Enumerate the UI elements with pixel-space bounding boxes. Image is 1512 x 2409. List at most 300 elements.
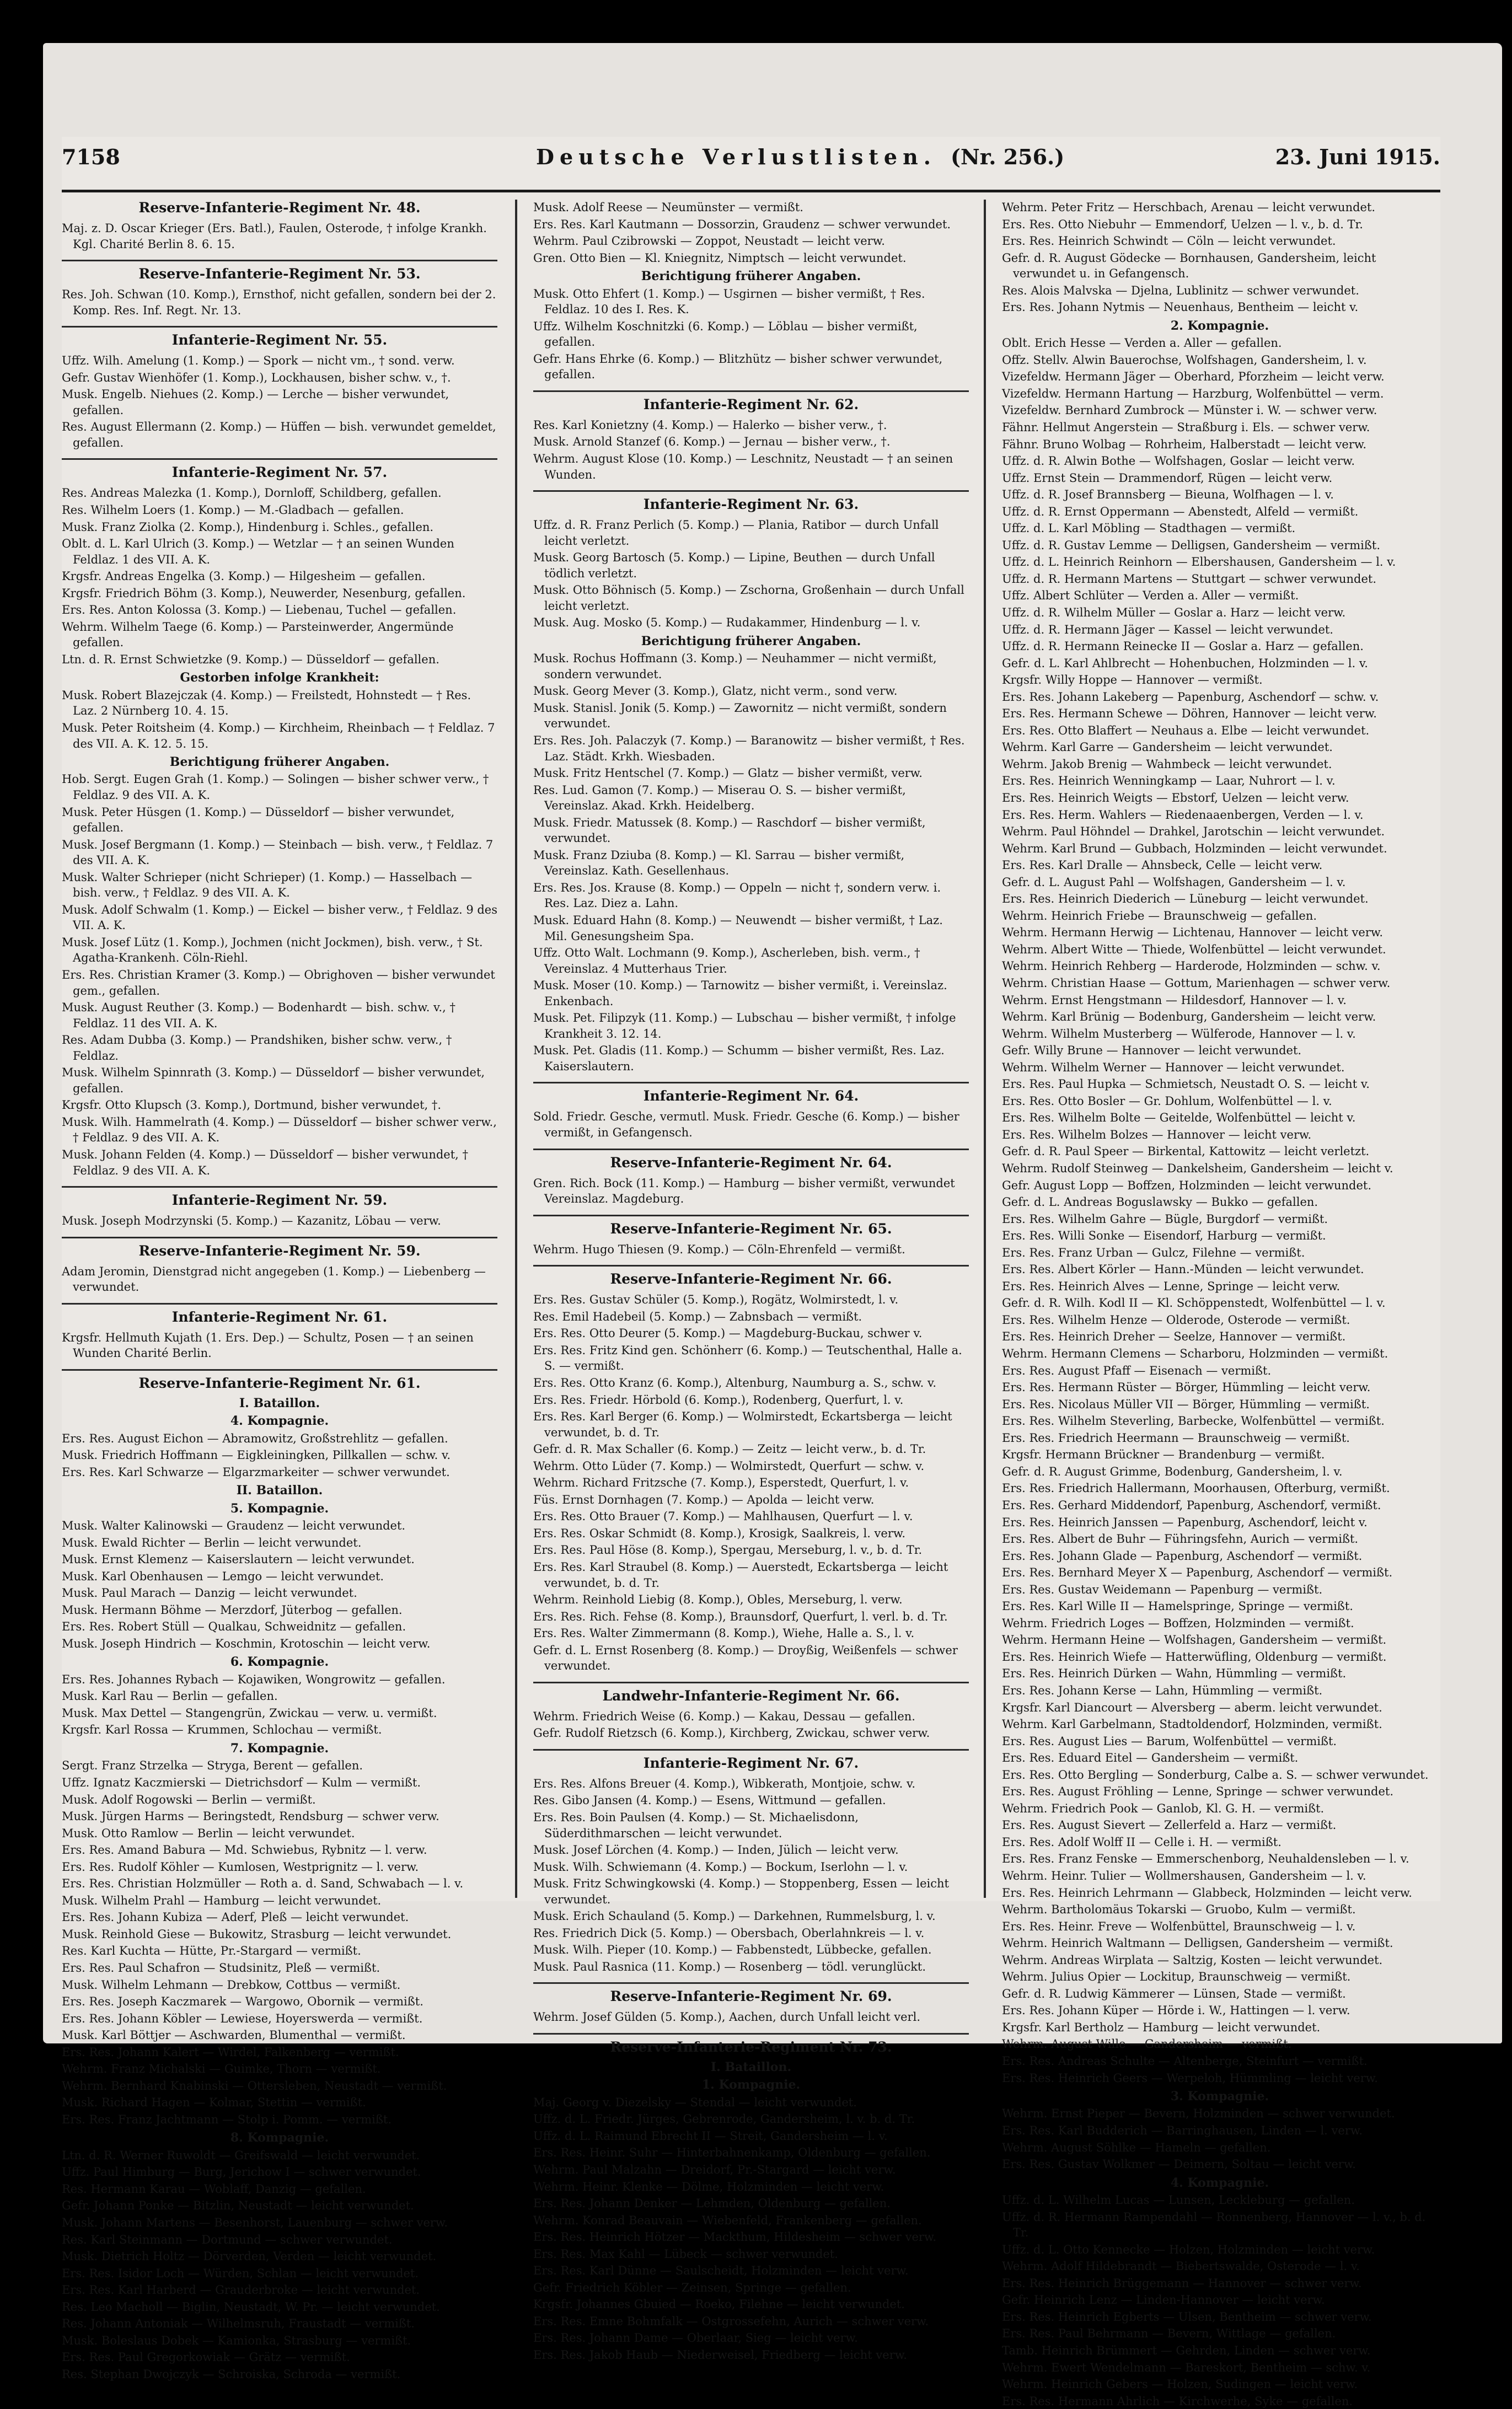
- casualty-entry: Res. Joh. Schwan (10. Komp.), Ernsthof, nicht gefallen, sondern bei der 2. Komp. Res. Inf. Regt. Nr. 13.: [62, 288, 496, 317]
- casualty-entry: Ers. Res. Johann Kerse — Lahn, Hümmling — vermißt.: [1002, 1683, 1323, 1697]
- casualty-entry: Musk. Arnold Stanzef (6. Komp.) — Jernau — bisher verw., †.: [533, 435, 891, 449]
- regiment-heading: Reserve-Infanterie-Regiment Nr. 61.: [62, 1369, 497, 1392]
- casualty-entry: Ers. Res. Christian Holzmüller — Roth a. d. Sand, Schwabach — l. v.: [62, 1877, 464, 1891]
- casualty-entry: Ers. Res. Johann Dame — Oberlaar, Sieg — leicht verw.: [533, 2331, 858, 2345]
- casualty-entry: Res. August Ellermann (2. Komp.) — Hüffen — bish. verwundet gemeldet, gefallen.: [62, 420, 496, 449]
- casualty-entry: Musk. Paul Marach — Danzig — leicht verwundet.: [62, 1586, 357, 1600]
- casualty-entry: Ers. Res. Karl Budderich — Barringhausen, Linden — l. verw.: [1002, 2124, 1363, 2138]
- casualty-entry: Ers. Res. Bernhard Meyer X — Papenburg, Aschendorf — vermißt.: [1002, 1566, 1393, 1580]
- casualty-entry: Musk. Max Dettel — Stangengrün, Zwickau — verw. u. vermißt.: [62, 1706, 437, 1720]
- casualty-entry: Wehrm. Ewert Wendelmann — Bareskort, Bentheim — schw. v.: [1002, 2360, 1371, 2374]
- casualty-entry: Musk. Otto Ramlow — Berlin — leicht verwundet.: [62, 1826, 355, 1840]
- casualty-entry: Gefr. d. L. August Pahl — Wolfshagen, Gandersheim — l. v.: [1002, 875, 1346, 889]
- casualty-entry: Wehrm. Adolf Hildebrandt — Biebertswalde, Osterode — l. v.: [1002, 2260, 1360, 2273]
- casualty-entry: Gefr. Heinrich Lenz — Linden-Hannover — leicht verw.: [1002, 2293, 1325, 2307]
- casualty-entry: Ers. Res. Herm. Wahlers — Riedenaaenbergen, Verden — l. v.: [1002, 808, 1364, 822]
- casualty-entry: Musk. Dietrich Holtz — Dörverden, Verden — leicht verwundet.: [62, 2250, 437, 2263]
- casualty-entry: Musk. Wilh. Pieper (10. Komp.) — Fabbenstedt, Lübbecke, gefallen.: [533, 1943, 932, 1957]
- casualty-entry: Ers. Res. Anton Kolossa (3. Komp.) — Liebenau, Tuchel — gefallen.: [62, 603, 457, 617]
- casualty-entry: Ers. Res. Otto Bergling — Sonderburg, Calbe a. S. — schwer verwundet.: [1002, 1768, 1429, 1782]
- casualty-entry: Krgsfr. Hellmuth Kujath (1. Ers. Dep.) — Schultz, Posen — † an seinen Wunden Charité Berlin.: [62, 1330, 474, 1360]
- casualty-entry: Uffz. d. R. Gustav Lemme — Delligsen, Gandersheim — vermißt.: [1002, 538, 1381, 552]
- casualty-entry: Wehrm. Friedrich Pook — Ganlob, Kl. G. H. — vermißt.: [1002, 1801, 1325, 1815]
- casualty-entry: Ers. Res. Walter Zimmermann (8. Komp.), Wiehe, Halle a. S., l. v.: [533, 1627, 915, 1640]
- casualty-entry: Ers. Res. Karl Dralle — Ahnsbeck, Celle — leicht verw.: [1002, 859, 1323, 872]
- regiment-heading: Infanterie-Regiment Nr. 57.: [62, 458, 497, 481]
- casualty-entry: Wehrm. Hermann Herwig — Lichtenau, Hannover — leicht verw.: [1002, 926, 1384, 940]
- casualty-entry: Musk. Stanisl. Jonik (5. Komp.) — Zawornitz — nicht vermißt, sondern verwundet.: [533, 701, 947, 731]
- casualty-entry: Musk. Ewald Richter — Berlin — leicht verwundet.: [62, 1536, 362, 1549]
- issue-number: (Nr. 256.): [951, 144, 1065, 169]
- casualty-entry: Uffz. d. L. Raimund Ebrecht II — Streit, Gandersheim — l. v.: [533, 2129, 888, 2143]
- casualty-entry: Ers. Res. Franz Urban — Gulcz, Filehne — vermißt.: [1002, 1246, 1305, 1259]
- regiment-heading: Reserve-Infanterie-Regiment Nr. 73.: [533, 2033, 969, 2056]
- casualty-entry: Wehrm. Christian Haase — Gottum, Marienhagen — schwer verw.: [1002, 977, 1391, 990]
- casualty-entry: Musk. Johann Martens — Besenhorst, Lauenburg — schwer verw.: [62, 2216, 448, 2230]
- casualty-entry: Gefr. d. L. Andreas Boguslawsky — Bukko — gefallen.: [1002, 1195, 1318, 1209]
- casualty-entry: Wehrm. Friedrich Weise (6. Komp.) — Kakau, Dessau — gefallen.: [533, 1709, 915, 1723]
- casualty-entry: Ers. Res. Heinrich Brüggemann — Hannover — schwer verw.: [1002, 2276, 1362, 2290]
- casualty-entry: Ers. Res. Adolf Wolff II — Celle i. H. — vermißt.: [1002, 1835, 1282, 1849]
- casualty-entry: Musk. Reinhold Giese — Bukowitz, Strasburg — leicht verwundet.: [62, 1927, 452, 1941]
- regiment-heading: Infanterie-Regiment Nr. 63.: [533, 490, 969, 513]
- section-subheading: 5. Kompagnie.: [230, 1501, 329, 1516]
- casualty-entry: Musk. Josef Lörchen (4. Komp.) — Inden, Jülich — leicht verw.: [533, 1843, 899, 1857]
- casualty-entry: Wehrm. Rudolf Steinweg — Dankelsheim, Gandersheim — leicht v.: [1002, 1162, 1393, 1176]
- regiment-heading: Landwehr-Infanterie-Regiment Nr. 66.: [533, 1682, 969, 1704]
- casualty-entry: Füs. Ernst Dornhagen (7. Komp.) — Apolda — leicht verw.: [533, 1493, 875, 1506]
- casualty-entry: Musk. Joseph Modrzynski (5. Komp.) — Kazanitz, Löbau — verw.: [62, 1214, 441, 1228]
- casualty-entry: Musk. Wilhelm Prahl — Hamburg — leicht verwundet.: [62, 1893, 382, 1907]
- casualty-entry: Ers. Res. Karl Straubel (8. Komp.) — Auerstedt, Eckartsberga — leicht verwundet, b. d. Tr.: [533, 1560, 948, 1590]
- casualty-entry: Musk. Franz Ziolka (2. Komp.), Hindenburg i. Schles., gefallen.: [62, 520, 434, 534]
- casualty-entry: Musk. Peter Roitsheim (4. Komp.) — Kirchheim, Rheinbach — † Feldlaz. 7 des VII. A. K. 12. 5. 15.: [62, 721, 495, 750]
- casualty-entry: Ers. Res. Heinrich Wiefe — Hatterwüfling, Oldenburg — vermißt.: [1002, 1650, 1387, 1664]
- casualty-entry: Ers. Res. Friedr. Hörbold (6. Komp.), Rodenberg, Querfurt, l. v.: [533, 1393, 904, 1407]
- casualty-entry: Uffz. Otto Walt. Lochmann (9. Komp.), Ascherleben, bish. verm., † Vereinslaz. 4 Mutterhaus Trier.: [533, 946, 920, 975]
- casualty-entry: Ers. Res. Jakob Haub — Niederweisel, Friedberg — leicht verw.: [533, 2348, 907, 2362]
- regiment-heading: Reserve-Infanterie-Regiment Nr. 59.: [62, 1237, 497, 1259]
- casualty-entry: Krgsfr. Hermann Brückner — Brandenburg — vermißt.: [1002, 1448, 1325, 1462]
- casualty-entry: Fähnr. Bruno Wolbag — Rohrheim, Halberstadt — leicht verw.: [1002, 437, 1367, 451]
- casualty-entry: Ers. Res. Heinrich Dreher — Seelze, Hannover — vermißt.: [1002, 1330, 1346, 1344]
- casualty-entry: Hob. Sergt. Eugen Grah (1. Komp.) — Solingen — bisher schwer verw., † Feldlaz. 9 des VII. A. K.: [62, 772, 489, 802]
- casualty-entry: Wehrm. Richard Fritzsche (7. Komp.), Esperstedt, Querfurt, l. v.: [533, 1476, 909, 1490]
- casualty-entry: Gefr. d. R. Max Schaller (6. Komp.) — Zeitz — leicht verw., b. d. Tr.: [533, 1442, 926, 1456]
- casualty-entry: Ers. Res. Gerhard Middendorf, Papenburg, Aschendorf, vermißt.: [1002, 1498, 1381, 1512]
- casualty-entry: Ers. Res. Johann Glade — Papenburg, Aschendorf — vermißt.: [1002, 1549, 1363, 1563]
- casualty-entry: Wehrm. Heinr. Tulier — Wollmershausen, Gandersheim — l. v.: [1002, 1869, 1366, 1882]
- casualty-entry: Ers. Res. Heinrich Alves — Lenne, Springe — leicht verw.: [1002, 1279, 1341, 1293]
- casualty-entry: Musk. Pet. Gladis (11. Komp.) — Schumm — bisher vermißt, Res. Laz. Kaiserslautern.: [533, 1044, 945, 1073]
- casualty-entry: Ers. Res. Johann Denker — Lehmden, Oldenburg — gefallen.: [533, 2197, 891, 2211]
- casualty-entry: Wehrm. Karl Garre — Gandersheim — leicht verwundet.: [1002, 741, 1333, 754]
- casualty-entry: Offz. Stellv. Alwin Bauerochse, Wolfshagen, Gandersheim, l. v.: [1002, 353, 1367, 367]
- column-1: [62, 200, 498, 2381]
- casualty-entry: Ers. Res. August Fröhling — Lenne, Springe — schwer verwundet.: [1002, 1785, 1393, 1799]
- casualty-entry: Krgsfr. Friedrich Böhm (3. Komp.), Neuwerder, Nesenburg, gefallen.: [62, 586, 466, 600]
- casualty-entry: Wehrm. Bernhard Knabinski — Ottersleben, Neustadt — vermißt.: [62, 2079, 447, 2093]
- casualty-entry: Musk. Wilhelm Lehmann — Drebkow, Cottbus — vermißt.: [62, 1978, 401, 1992]
- casualty-entry: Musk. Otto Ehfert (1. Komp.) — Usgirnen — bisher vermißt, † Res. Feldlaz. 10 des I. Res. K.: [533, 287, 925, 316]
- casualty-entry: Ers. Res. Wilhelm Gahre — Bügle, Burgdorf — vermißt.: [1002, 1212, 1328, 1226]
- regiment-heading: Reserve-Infanterie-Regiment Nr. 53.: [62, 260, 497, 282]
- casualty-entry: Musk. August Reuther (3. Komp.) — Bodenhardt — bish. schw. v., † Feldlaz. 11 des VII. A. K.: [62, 1001, 455, 1030]
- casualty-entry: Res. Friedrich Dick (5. Komp.) — Obersbach, Oberlahnkreis — l. v.: [533, 1926, 925, 1940]
- casualty-entry: Ers. Res. August Pfaff — Eisenach — vermißt.: [1002, 1364, 1272, 1377]
- casualty-entry: Ers. Res. Rudolf Köhler — Kumlosen, Westprignitz — l. verw.: [62, 1860, 419, 1874]
- casualty-entry: Uffz. Wilhelm Koschnitzki (6. Komp.) — Löblau — bisher vermißt, gefallen.: [533, 319, 918, 349]
- section-subheading: I. Bataillon.: [710, 2060, 792, 2074]
- casualty-entry: Vizefeldw. Hermann Jäger — Oberhard, Pforzheim — leicht verw.: [1002, 370, 1385, 384]
- casualty-entry: Wehrm. August Söhlke — Hameln — gefallen.: [1002, 2140, 1271, 2154]
- section-subheading: II. Bataillon.: [236, 1483, 323, 1498]
- casualty-entry: Ers. Res. Hermann Ahrlich — Kirchwerhe, Syke — gefallen.: [1002, 2394, 1353, 2408]
- casualty-entry: Gefr. d. L. Karl Ahlbrecht — Hohenbuchen, Holzminden — l. v.: [1002, 656, 1368, 670]
- casualty-entry: Wehrm. Reinhold Liebig (8. Komp.), Obles, Merseburg, l. verw.: [533, 1593, 903, 1607]
- regiment-heading: Reserve-Infanterie-Regiment Nr. 65.: [533, 1215, 969, 1237]
- casualty-entry: Gefr. Rudolf Rietzsch (6. Komp.), Kirchberg, Zwickau, schwer verw.: [533, 1726, 930, 1740]
- casualty-entry: Wehrm. Albert Witte — Thiede, Wolfenbüttel — leicht verwundet.: [1002, 942, 1386, 956]
- casualty-entry: Krgsfr. Johannes Gbuied — Roeko, Filehne — leicht verwundet.: [533, 2298, 905, 2311]
- casualty-entry: Ers. Res. Heinrich Dürken — Wahn, Hümmling — vermißt.: [1002, 1667, 1347, 1681]
- casualty-entry: Wehrm. Peter Fritz — Herschbach, Arenau — leicht verwundet.: [1002, 201, 1376, 214]
- casualty-entry: Musk. Josef Bergmann (1. Komp.) — Steinbach — bish. verw., † Feldlaz. 7 des VII. A. K.: [62, 838, 494, 867]
- page-number: 7158: [62, 144, 120, 169]
- casualty-entry: Musk. Boleslaus Dobek — Kamionka, Strasburg — vermißt.: [62, 2333, 411, 2347]
- section-subheading: Berichtigung früherer Angaben.: [169, 755, 390, 770]
- casualty-entry: Ltn. d. R. Ernst Schwietzke (9. Komp.) — Düsseldorf — gefallen.: [62, 652, 439, 666]
- casualty-entry: Res. Emil Hadebeil (5. Komp.) — Zabnsbach — vermißt.: [533, 1310, 862, 1323]
- casualty-entry: Uffz. d. R. Hermann Rampendahl — Ronnenberg, Hannover — l. v., b. d. Tr.: [1002, 2210, 1426, 2240]
- casualty-entry: Ers. Res. Jos. Krause (8. Komp.) — Oppeln — nicht †, sondern verw. i. Res. Laz. Diez a. Lahn.: [533, 881, 941, 910]
- casualty-list-page: [62, 137, 1440, 2408]
- casualty-entry: Uffz. d. R. Hermann Jäger — Kassel — leicht verwundet.: [1002, 623, 1333, 636]
- casualty-entry: Ers. Res. Emne Bohmfalk — Ostgrossefehn, Aurich — schwer verw.: [533, 2314, 929, 2328]
- casualty-entry: Ers. Res. Heinrich Diederich — Lüneburg — leicht verwundet.: [1002, 892, 1369, 906]
- casualty-entry: Uffz. d. L. Heinrich Reinhorn — Elbershausen, Gandersheim — l. v.: [1002, 555, 1396, 569]
- casualty-entry: Res. Adam Dubba (3. Komp.) — Prandshiken, bisher schw. verw., † Feldlaz.: [62, 1033, 452, 1063]
- casualty-entry: Gefr. Johann Ponke — Bitzlin, Neustadt — leicht verwundet.: [62, 2199, 414, 2213]
- casualty-entry: Ers. Res. Paul Behrmann — Bevern, Wittlage — gefallen.: [1002, 2327, 1336, 2341]
- casualty-entry: Ers. Res. August Sievert — Zellerfeld a. Harz — vermißt.: [1002, 1818, 1337, 1832]
- casualty-entry: Uffz. d. R. Alwin Bothe — Wolfshagen, Goslar — leicht verw.: [1002, 454, 1355, 468]
- casualty-entry: Uffz. d. L. Friedr. Jürges, Gebrenrode, Gandersheim, l. v. b. d. Tr.: [533, 2112, 915, 2126]
- casualty-entry: Wehrm. Hugo Thiesen (9. Komp.) — Cöln-Ehrenfeld — vermißt.: [533, 1242, 905, 1256]
- casualty-entry: Uffz. Wilh. Amelung (1. Komp.) — Spork — nicht vm., † sond. verw.: [62, 354, 455, 368]
- casualty-entry: Gren. Otto Bien — Kl. Kniegnitz, Nimptsch — leicht verwundet.: [533, 251, 907, 265]
- casualty-entry: Res. Leo Macholl — Biglin, Neustadt, W. Pr. — leicht verwundet.: [62, 2300, 440, 2314]
- casualty-entry: Uffz. d. R. Wilhelm Müller — Goslar a. Harz — leicht verw.: [1002, 605, 1346, 619]
- casualty-entry: Musk. Josef Lütz (1. Komp.), Jochmen (nicht Jockmen), bish. verw., † St. Agatha-Krankenh. Cöln-Riehl.: [62, 935, 483, 965]
- casualty-entry: Wehrm. Bartholomäus Tokarski — Gruobo, Kulm — vermißt.: [1002, 1903, 1356, 1917]
- casualty-entry: Wehrm. Paul Höhndel — Drahkel, Jarotschin — leicht verwundet.: [1002, 825, 1385, 839]
- casualty-entry: Gefr. d. R. Paul Speer — Birkental, Kattowitz — leicht verletzt.: [1002, 1145, 1370, 1158]
- casualty-entry: Gefr. Hans Ehrke (6. Komp.) — Blitzhütz — bisher schwer verwundet, gefallen.: [533, 352, 943, 382]
- page-header: [62, 137, 1440, 192]
- casualty-entry: Ers. Res. Andreas Schulte — Altenberge, Steinfurt — vermißt.: [1002, 2054, 1368, 2068]
- casualty-entry: Wehrm. Karl Brünig — Bodenburg, Gandersheim — leicht verw.: [1002, 1010, 1376, 1024]
- casualty-entry: Res. Alois Malvska — Djelna, Lublinitz — schwer verwundet.: [1002, 283, 1359, 297]
- casualty-entry: Ers. Res. Willi Sonke — Eisendorf, Harburg — vermißt.: [1002, 1229, 1326, 1243]
- casualty-entry: Res. Karl Konietzny (4. Komp.) — Halerko — bisher verw., †.: [533, 418, 887, 432]
- casualty-entry: Wehrm. Paul Czibrowski — Zoppot, Neustadt — leicht verw.: [533, 234, 885, 248]
- section-subheading: 3. Kompagnie.: [1170, 2089, 1269, 2104]
- casualty-entry: Ers. Res. Heinrich Hötzer — Mackthum, Hildesheim — schwer verw.: [533, 2230, 937, 2244]
- casualty-entry: Gefr. d. R. Ludwig Kämmerer — Lünsen, Stade — vermißt.: [1002, 1987, 1346, 2000]
- casualty-entry: Ers. Res. Otto Blaffert — Neuhaus a. Elbe — leicht verwundet.: [1002, 723, 1370, 737]
- casualty-entry: Wehrm. Karl Garbelmann, Stadtoldendorf, Holzminden, vermißt.: [1002, 1718, 1382, 1731]
- regiment-heading: Infanterie-Regiment Nr. 64.: [533, 1082, 969, 1104]
- casualty-entry: Musk. Hermann Böhme — Merzdorf, Jüterbog — gefallen.: [62, 1603, 403, 1617]
- section-subheading: Berichtigung früherer Angaben.: [641, 269, 861, 284]
- casualty-entry: Ers. Res. Max Kahl — Lübeck — schwer verwundet.: [533, 2247, 838, 2261]
- casualty-entry: Gefr. d. L. Ernst Rosenberg (8. Komp.) — Droyßig, Weißenfels — schwer verwundet.: [533, 1643, 958, 1673]
- casualty-entry: Fähnr. Hellmut Angerstein — Straßburg i. Els. — schwer verw.: [1002, 420, 1370, 434]
- casualty-entry: Wehrm. Ernst Pieper — Bevern, Holzminden — schwer verwundet.: [1002, 2107, 1395, 2121]
- casualty-entry: Ers. Res. Gustav Wolkmer — Deimern, Soltau — leicht verw.: [1002, 2158, 1356, 2171]
- casualty-entry: Krgsfr. Otto Klupsch (3. Komp.), Dortmund, bisher verwundet, †.: [62, 1098, 442, 1112]
- casualty-entry: Musk. Franz Dziuba (8. Komp.) — Kl. Sarrau — bisher vermißt, Vereinslaz. Kath. Gesellenhaus.: [533, 848, 905, 878]
- casualty-entry: Wehrm. August Klose (10. Komp.) — Leschnitz, Neustadt — † an seinen Wunden.: [533, 452, 953, 481]
- casualty-entry: Maj. z. D. Oscar Krieger (Ers. Batl.), Faulen, Osterode, † infolge Krankh. Kgl. Charité Berlin 8. 6. 15.: [62, 222, 487, 251]
- casualty-entry: Wehrm. Heinrich Waltmann — Delligsen, Gandersheim — vermißt.: [1002, 1936, 1393, 1950]
- casualty-entry: Wehrm. Friedrich Loges — Boffzen, Holzminden — vermißt.: [1002, 1616, 1354, 1630]
- casualty-entry: Musk. Friedrich Hoffmann — Eigkleiningken, Pillkallen — schw. v.: [62, 1448, 451, 1462]
- casualty-entry: Musk. Robert Blazejczak (4. Komp.) — Freilstedt, Hohnstedt — † Res. Laz. 2 Nürnberg 10. 4. 15.: [62, 688, 471, 718]
- casualty-entry: Ers. Res. Heinrich Geers — Werpeloh, Hümmling — leicht verw.: [1002, 2071, 1378, 2085]
- casualty-entry: Musk. Walter Kalinowski — Graudenz — leicht verwundet.: [62, 1519, 406, 1533]
- casualty-entry: Ltn. d. R. Werner Ruwoldt — Greifswald — leicht verwundet.: [62, 2148, 420, 2162]
- columns: [62, 200, 1440, 2408]
- casualty-entry: Ers. Res. Wilhelm Steverling, Barbecke, Wolfenbüttel — vermißt.: [1002, 1414, 1385, 1428]
- regiment-heading: Infanterie-Regiment Nr. 62.: [533, 390, 969, 413]
- casualty-entry: Wehrm. Josef Gülden (5. Komp.), Aachen, durch Unfall leicht verl.: [533, 2010, 921, 2024]
- casualty-entry: Ers. Res. Johann Kubiza — Aderf, Pleß — leicht verwundet.: [62, 1911, 409, 1924]
- casualty-entry: Gren. Rich. Bock (11. Komp.) — Hamburg — bisher vermißt, verwundet Vereinslaz. Magdeburg.: [533, 1176, 955, 1206]
- casualty-entry: Ers. Res. Eduard Eitel — Gandersheim — vermißt.: [1002, 1751, 1299, 1765]
- casualty-entry: Ers. Res. Karl Wille II — Hamelspringe, Springe — vermißt.: [1002, 1600, 1353, 1613]
- casualty-entry: Ers. Res. Robert Stüll — Qualkau, Schweidnitz — gefallen.: [62, 1620, 406, 1634]
- casualty-entry: Musk. Fritz Schwingkowski (4. Komp.) — Stoppenberg, Essen — leicht verwundet.: [533, 1877, 949, 1906]
- casualty-entry: Musk. Adolf Schwalm (1. Komp.) — Eickel — bisher verw., † Feldlaz. 9 des VII. A. K.: [62, 903, 498, 932]
- casualty-entry: Uffz. Paul Himburg — Burg, Jerichow I — schwer verwundet.: [62, 2165, 421, 2179]
- casualty-entry: Musk. Walter Schrieper (nicht Schrieper) (1. Komp.) — Hasselbach — bish. verw., † Feldlaz. 9 des VII. A. K.: [62, 870, 473, 900]
- casualty-entry: Ers. Res. Albert de Buhr — Führingsfehn, Aurich — vermißt.: [1002, 1532, 1359, 1546]
- casualty-entry: Wehrm. Paul Malzahn — Dreidorf, Pr.-Stargard — leicht verw.: [533, 2163, 896, 2176]
- casualty-entry: Krgsfr. Karl Bertholz — Hamburg — leicht verwundet.: [1002, 2020, 1321, 2034]
- casualty-entry: Ers. Res. Joseph Kaczmarek — Wargowo, Obornik — vermißt.: [62, 1995, 423, 2009]
- casualty-entry: Musk. Georg Bartosch (5. Komp.) — Lipine, Beuthen — durch Unfall tödlich verletzt.: [533, 551, 935, 580]
- casualty-entry: Krgsfr. Andreas Engelka (3. Komp.) — Hilgesheim — gefallen.: [62, 570, 426, 583]
- casualty-entry: Wehrm. Wilhelm Taege (6. Komp.) — Parsteinwerder, Angermünde gefallen.: [62, 620, 454, 650]
- casualty-entry: Uffz. d. R. Josef Brannsberg — Bieuna, Wolfhagen — l. v.: [1002, 488, 1334, 502]
- casualty-entry: Gefr. Gustav Wienhöfer (1. Komp.), Lockhausen, bisher schw. v., †.: [62, 371, 451, 384]
- casualty-entry: Sergt. Franz Strzelka — Stryga, Berent — gefallen.: [62, 1759, 363, 1773]
- section-subheading: 2. Kompagnie.: [1170, 318, 1269, 333]
- casualty-entry: Wehrm. Jakob Brenig — Wahmbeck — leicht verwundet.: [1002, 757, 1332, 771]
- casualty-entry: Ers. Res. August Lies — Barum, Wolfenbüttel — vermißt.: [1002, 1734, 1337, 1748]
- casualty-entry: Musk. Wilhelm Spinnrath (3. Komp.) — Düsseldorf — bisher verwundet, gefallen.: [62, 1066, 485, 1095]
- casualty-entry: Musk. Joseph Hindrich — Koschmin, Krotoschin — leicht verw.: [62, 1637, 431, 1650]
- casualty-entry: Gefr. Willy Brune — Hannover — leicht verwundet.: [1002, 1044, 1302, 1058]
- casualty-entry: Wehrm. Julius Opier — Lockitup, Braunschweig — vermißt.: [1002, 1970, 1351, 1984]
- casualty-entry: Musk. Aug. Mosko (5. Komp.) — Rudakammer, Hindenburg — l. v.: [533, 616, 921, 630]
- casualty-entry: Res. Stephan Dwojczyk — Schroiska, Schroda — vermißt.: [62, 2367, 401, 2381]
- casualty-entry: Ers. Res. Joh. Palaczyk (7. Komp.) — Baranowitz — bisher vermißt, † Res. Laz. Städt. Krkh. Wiesbaden.: [533, 734, 965, 763]
- casualty-entry: Res. Wilhelm Loers (1. Komp.) — M.-Gladbach — gefallen.: [62, 503, 404, 517]
- section-subheading: 8. Kompagnie.: [230, 2131, 329, 2145]
- casualty-entry: Res. Karl Kuchta — Hütte, Pr.-Stargard — vermißt.: [62, 1944, 361, 1958]
- casualty-entry: Res. Lud. Gamon (7. Komp.) — Miserau O. S. — bisher vermißt, Vereinslaz. Akad. Krkh. Heidelberg.: [533, 783, 906, 813]
- casualty-entry: Musk. Wilh. Hammelrath (4. Komp.) — Düsseldorf — bisher schwer verw., † Feldlaz. 9 des VII. A. K.: [62, 1115, 497, 1145]
- casualty-entry: Wehrm. Franz Michalski — Guimke, Thorn — vermißt.: [62, 2062, 381, 2076]
- regiment-heading: Reserve-Infanterie-Regiment Nr. 64.: [533, 1149, 969, 1171]
- casualty-entry: Sold. Friedr. Gesche, vermutl. Musk. Friedr. Gesche (6. Komp.) — bisher vermißt, in Gefangensch.: [533, 1110, 959, 1140]
- casualty-entry: Wehrm. Karl Brund — Gubbach, Holzminden — leicht verwundet.: [1002, 841, 1387, 855]
- casualty-entry: Musk. Georg Mever (3. Komp.), Glatz, nicht verm., sond verw.: [533, 684, 898, 698]
- casualty-entry: Ers. Res. Otto Bosler — Gr. Dohlum, Wolfenbüttel — l. v.: [1002, 1094, 1332, 1108]
- casualty-entry: Ers. Res. Paul Hupka — Schmietsch, Neustadt O. S. — leicht v.: [1002, 1077, 1370, 1091]
- casualty-entry: Ers. Res. Heinrich Wenningkamp — Laar, Nuhrort — l. v.: [1002, 774, 1336, 788]
- casualty-entry: Ers. Res. Johannes Rybach — Kojawiken, Wongrowitz — gefallen.: [62, 1672, 446, 1686]
- casualty-entry: Wehrm. Wilhelm Musterberg — Wülferode, Hannover — l. v.: [1002, 1027, 1356, 1040]
- casualty-entry: Ers. Res. Oskar Schmidt (8. Komp.), Krosigk, Saalkreis, l. verw.: [533, 1526, 906, 1540]
- casualty-entry: Ers. Res. Heinrich Lehrmann — Glabbeck, Holzminden — leicht verw.: [1002, 1886, 1412, 1900]
- casualty-entry: Res. Gibo Jansen (4. Komp.) — Esens, Wittmund — gefallen.: [533, 1794, 886, 1807]
- section-subheading: Gestorben infolge Krankheit:: [180, 670, 379, 685]
- casualty-entry: Ers. Res. Nicolaus Müller VII — Börger, Hümmling — vermißt.: [1002, 1397, 1370, 1411]
- regiment-heading: Infanterie-Regiment Nr. 59.: [62, 1186, 497, 1209]
- section-subheading: 4. Kompagnie.: [230, 1414, 329, 1429]
- casualty-entry: Ers. Res. Wilhelm Bolte — Geitelde, Wolfenbüttel — leicht v.: [1002, 1111, 1356, 1125]
- casualty-entry: Musk. Johann Felden (4. Komp.) — Düsseldorf — bisher verwundet, † Feldlaz. 9 des VII. A. K.: [62, 1148, 469, 1177]
- casualty-entry: Ers. Res. Gustav Weidemann — Papenburg — vermißt.: [1002, 1582, 1323, 1596]
- casualty-entry: Uffz. Ernst Stein — Drammendorf, Rügen — leicht verw.: [1002, 471, 1333, 485]
- casualty-entry: Wehrm. Konrad Beauvain — Wiebenfeld, Frankenberg — gefallen.: [533, 2213, 922, 2227]
- column-3: [1002, 200, 1438, 2408]
- casualty-entry: Ers. Res. Karl Harberd — Grauderbroke — leicht verwundet.: [62, 2283, 420, 2297]
- casualty-entry: Wehrm. August Wille — Gandersheim — vermißt.: [1002, 2037, 1292, 2051]
- casualty-entry: Uffz. d. L. Otto Kennecke — Holzen, Holzminden — leicht verw.: [1002, 2242, 1375, 2256]
- casualty-entry: Ers. Res. Gustav Schüler (5. Komp.), Rogätz, Wolmirstedt, l. v.: [533, 1293, 899, 1307]
- casualty-entry: Uffz. d. L. Wilhelm Lucas — Lunsen, Leckleburg — gefallen.: [1002, 2193, 1355, 2207]
- casualty-entry: Ers. Res. Franz Jachtmann — Stolp i. Pomm. — vermißt.: [62, 2112, 392, 2126]
- casualty-entry: Musk. Erich Schauland (5. Komp.) — Darkehnen, Rummelsburg, l. v.: [533, 1909, 936, 1923]
- casualty-entry: Ers. Res. Albert Körler — Hann.-Münden — leicht verwundet.: [1002, 1263, 1364, 1276]
- casualty-entry: Maj. Georg v. Diezelsky — Stendal — leicht verwundet.: [533, 2095, 857, 2109]
- casualty-entry: Wehrm. Heinr. Klenke — Dölme, Holzminden — leicht verw.: [533, 2180, 884, 2193]
- casualty-entry: Ers. Res. Christian Kramer (3. Komp.) — Obrighoven — bisher verwundet gem., gefallen.: [62, 968, 495, 997]
- casualty-entry: Ers. Res. Paul Schafron — Studsinitz, Pleß — vermißt.: [62, 1961, 380, 1975]
- casualty-entry: Vizefeldw. Bernhard Zumbrock — Münster i. W. — schwer verw.: [1002, 404, 1377, 417]
- casualty-entry: Musk. Jürgen Harms — Beringstedt, Rendsburg — schwer verw.: [62, 1810, 439, 1823]
- casualty-entry: Oblt. d. L. Karl Ulrich (3. Komp.) — Wetzlar — † an seinen Wunden Feldlaz. 1 des VII. A. K.: [62, 537, 454, 566]
- casualty-entry: Ers. Res. Otto Deurer (5. Komp.) — Magdeburg-Buckau, schwer v.: [533, 1327, 923, 1340]
- casualty-entry: Gefr. d. R. August Gödecke — Bornhausen, Gandersheim, leicht verwundet u. in Gefangensch.: [1002, 251, 1376, 281]
- casualty-entry: Musk. Engelb. Niehues (2. Komp.) — Lerche — bisher verwundet, gefallen.: [62, 388, 449, 417]
- casualty-entry: Ers. Res. Otto Kranz (6. Komp.), Altenburg, Naumburg a. S., schw. v.: [533, 1376, 937, 1389]
- casualty-entry: Ers. Res. Johann Küper — Hörde i. W., Hattingen — l. verw.: [1002, 2004, 1350, 2018]
- casualty-entry: Ers. Res. Friedrich Heermann — Braunschweig — vermißt.: [1002, 1431, 1350, 1445]
- casualty-entry: Ers. Res. Hermann Rüster — Börger, Hümmling — leicht verw.: [1002, 1381, 1371, 1394]
- casualty-entry: Ers. Res. Paul Gregorkowiak — Grätz — vermißt.: [62, 2351, 350, 2364]
- casualty-entry: Musk. Ernst Klemenz — Kaiserslautern — leicht verwundet.: [62, 1553, 415, 1566]
- regiment-heading: Infanterie-Regiment Nr. 55.: [62, 326, 497, 348]
- casualty-entry: Ers. Res. Johann Nytmis — Neuenhaus, Bentheim — leicht v.: [1002, 301, 1359, 314]
- casualty-entry: Wehrm. Heinrich Friebe — Braunschweig — gefallen.: [1002, 909, 1317, 922]
- casualty-entry: Ers. Res. Johann Köbler — Lewiese, Hoyerswerda — vermißt.: [62, 2011, 423, 2025]
- casualty-entry: Wehrm. Ernst Hengstmann — Hildesdorf, Hannover — l. v.: [1002, 993, 1347, 1007]
- casualty-entry: Musk. Adolf Reese — Neumünster — vermißt.: [533, 201, 803, 214]
- casualty-entry: Ers. Res. Otto Brauer (7. Komp.) — Mahlhausen, Querfurt — l. v.: [533, 1510, 913, 1523]
- casualty-entry: Ers. Res. Heinrich Weigts — Ebstorf, Uelzen — leicht verw.: [1002, 791, 1349, 804]
- casualty-entry: Ers. Res. Amand Babura — Md. Schwiebus, Rybnitz — l. verw.: [62, 1843, 427, 1857]
- casualty-entry: Tamb. Heinrich Brümmert — Gehrden, Linden — schwer verw.: [1002, 2343, 1371, 2357]
- casualty-entry: Ers. Res. Fritz Kind gen. Schönherr (6. Komp.) — Teutschenthal, Halle a. S. — vermißt.: [533, 1343, 962, 1373]
- casualty-entry: Musk. Rochus Hoffmann (3. Komp.) — Neuhammer — nicht vermißt, sondern verwundet.: [533, 652, 937, 681]
- casualty-entry: Ers. Res. Johann Lakeberg — Papenburg, Aschendorf — schw. v.: [1002, 690, 1379, 704]
- regiment-heading: Infanterie-Regiment Nr. 61.: [62, 1303, 497, 1326]
- regiment-heading: Reserve-Infanterie-Regiment Nr. 69.: [533, 1982, 969, 2005]
- casualty-entry: Musk. Pet. Filipzyk (11. Komp.) — Lubschau — bisher vermißt, † infolge Krankheit 3. 12. 14.: [533, 1011, 956, 1040]
- casualty-entry: Musk. Karl Rau — Berlin — gefallen.: [62, 1689, 278, 1703]
- casualty-entry: Wehrm. Otto Lüder (7. Komp.) — Wolmirstedt, Querfurt — schw. v.: [533, 1459, 925, 1473]
- regiment-heading: Reserve-Infanterie-Regiment Nr. 66.: [533, 1265, 969, 1287]
- casualty-entry: Musk. Eduard Hahn (8. Komp.) — Neuwendt — bisher vermißt, † Laz. Mil. Genesungsheim Spa.: [533, 914, 943, 943]
- regiment-heading: Infanterie-Regiment Nr. 67.: [533, 1749, 969, 1772]
- casualty-entry: Uffz. d. R. Franz Perlich (5. Komp.) — Plania, Ratibor — durch Unfall leicht verletzt.: [533, 518, 939, 548]
- casualty-entry: Ers. Res. Friedrich Hallermann, Moorhausen, Ofterburg, vermißt.: [1002, 1482, 1390, 1495]
- casualty-entry: Wehrm. Wilhelm Werner — Hannover — leicht verwundet.: [1002, 1060, 1345, 1074]
- casualty-entry: Musk. Peter Hüsgen (1. Komp.) — Düsseldorf — bisher verwundet, gefallen.: [62, 805, 455, 835]
- casualty-entry: Ers. Res. Heinrich Egberts — Ulsen, Bentheim — schwer verw.: [1002, 2310, 1372, 2324]
- casualty-entry: Ers. Res. Karl Dünne — Saulscheidt, Holzminden — leicht verw.: [533, 2264, 909, 2278]
- casualty-entry: Musk. Karl Obenhausen — Lemgo — leicht verwundet.: [62, 1569, 384, 1583]
- casualty-entry: Res. Hermann Karau — Woblaff, Danzig — gefallen.: [62, 2182, 366, 2196]
- section-subheading: I. Bataillon.: [239, 1396, 320, 1410]
- casualty-entry: Musk. Otto Böhnisch (5. Komp.) — Zschorna, Großenhain — durch Unfall leicht verletzt.: [533, 583, 964, 613]
- casualty-entry: Vizefeldw. Hermann Hartung — Harzburg, Wolfenbüttel — verm.: [1002, 387, 1384, 400]
- casualty-entry: Ers. Res. Karl Kautmann — Dossorzin, Graudenz — schwer verwundet.: [533, 217, 951, 231]
- casualty-entry: Wehrm. Heinrich Gebers — Holzen, Sudingen — leicht verw.: [1002, 2378, 1358, 2391]
- casualty-entry: Res. Andreas Malezka (1. Komp.), Dornloff, Schildberg, gefallen.: [62, 486, 442, 500]
- column-2: [533, 200, 969, 2362]
- casualty-entry: Ers. Res. Wilhelm Bolzes — Hannover — leicht verw.: [1002, 1128, 1312, 1141]
- casualty-entry: Ers. Res. Otto Niebuhr — Emmendorf, Uelzen — l. v., b. d. Tr.: [1002, 217, 1363, 231]
- casualty-entry: Musk. Karl Böttjer — Aschwarden, Blumenthal — vermißt.: [62, 2029, 406, 2042]
- casualty-entry: Wehrm. Hermann Heine — Wolfshagen, Gandersheim — vermißt.: [1002, 1633, 1387, 1647]
- casualty-entry: Musk. Wilh. Schwiemann (4. Komp.) — Bockum, Iserlohn — l. v.: [533, 1860, 908, 1874]
- section-subheading: Berichtigung früherer Angaben.: [641, 634, 861, 648]
- casualty-entry: Gefr. Friedrich Köbler — Zeinsen, Springe — gefallen.: [533, 2281, 851, 2294]
- casualty-entry: Wehrm. Hermann Clemens — Scharboru, Holzminden — vermißt.: [1002, 1347, 1388, 1361]
- casualty-entry: Krgsfr. Karl Diancourt — Alversberg — aberm. leicht verwundet.: [1002, 1700, 1382, 1714]
- casualty-entry: Ers. Res. August Eichon — Abramowitz, Großstrehlitz — gefallen.: [62, 1431, 448, 1445]
- casualty-entry: Ers. Res. Franz Fenske — Emmerschenborg, Neuhaldensleben — l. v.: [1002, 1852, 1409, 1866]
- section-subheading: 1. Kompagnie.: [701, 2078, 801, 2093]
- casualty-entry: Ers. Res. Heinr. Freve — Wolfenbüttel, Braunschweig — l. v.: [1002, 1919, 1356, 1933]
- casualty-entry: Ers. Res. Alfons Breuer (4. Komp.), Wibkerath, Montjoie, schw. v.: [533, 1777, 916, 1790]
- casualty-entry: Wehrm. Heinrich Rehberg — Harderode, Holzminden — schw. v.: [1002, 959, 1381, 973]
- casualty-entry: Musk. Richard Hagen — Kolmar, Stettin — vermißt.: [62, 2096, 366, 2110]
- casualty-entry: Krgsfr. Willy Hoppe — Hannover — vermißt.: [1002, 673, 1263, 687]
- casualty-entry: Musk. Paul Rasnica (11. Komp.) — Rosenberg — tödl. verunglückt.: [533, 1960, 926, 1973]
- casualty-entry: Gefr. d. R. August Grimme, Bodenburg, Gandersheim, l. v.: [1002, 1464, 1343, 1478]
- casualty-entry: Musk. Friedr. Matussek (8. Komp.) — Raschdorf — bisher vermißt, verwundet.: [533, 815, 926, 845]
- section-subheading: 7. Kompagnie.: [230, 1741, 329, 1756]
- casualty-entry: Gefr. August Lopp — Boffzen, Holzminden — leicht verwundet.: [1002, 1178, 1372, 1192]
